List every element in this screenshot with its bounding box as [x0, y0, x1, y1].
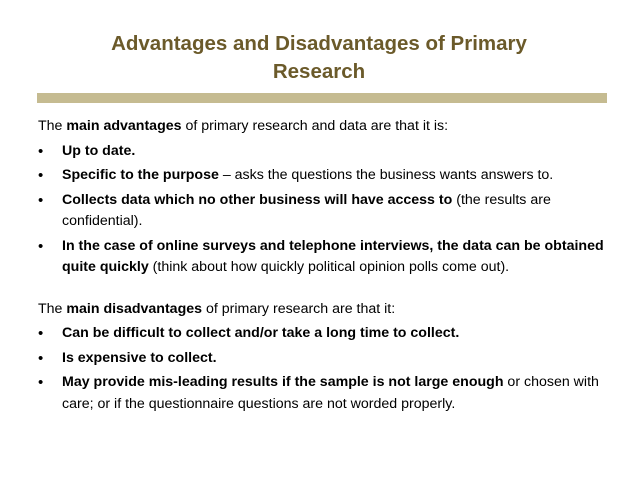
list-item [38, 165, 620, 187]
advantages-intro-bold: main advantages [66, 118, 182, 134]
disadvantages-intro-post: of primary research are that it: [202, 300, 396, 317]
bullet-icon: • [38, 237, 44, 255]
list-item-text: – asks the questions the business wants answers to. [218, 167, 554, 183]
disadvantages-list [38, 323, 620, 415]
slide-body [38, 116, 620, 418]
slide-title-line-2: Research [272, 60, 366, 83]
advantages-intro-pre: The [38, 118, 67, 134]
list-item-bold: Up to date. [62, 142, 136, 159]
list-item-bold: May provide mis-leading results if the sample is not large enough [62, 374, 504, 390]
bullet-icon: • [38, 325, 44, 342]
list-item [38, 236, 620, 279]
list-item-text: (think about how quickly political opinion polls come out). [148, 259, 510, 275]
disadvantages-intro-pre: The [38, 300, 67, 317]
list-item-bold: Can be difficult to collect and/or take a long time to collect. [62, 325, 460, 341]
list-item [38, 323, 620, 345]
list-item [38, 372, 620, 415]
advantages-intro-post: of primary research and data are that it is: [181, 118, 449, 134]
bullet-icon: • [38, 374, 44, 391]
bullet-icon: • [38, 142, 44, 160]
slide-title [60, 30, 578, 86]
slide-title-line-1: Advantages and Disadvantages of Primary [111, 32, 527, 55]
disadvantages-intro-bold: main disadvantages [66, 300, 203, 317]
bullet-icon: • [38, 167, 44, 184]
list-item-text: or chosen with care; or if the questionnaire questions are not worded properly. [62, 374, 599, 412]
bullet-icon: • [38, 191, 44, 209]
advantages-intro [38, 116, 620, 138]
title-divider [37, 93, 607, 103]
advantages-list [38, 141, 620, 279]
list-item [38, 348, 620, 370]
bullet-icon: • [38, 349, 44, 367]
list-item-bold: Is expensive to collect. [62, 349, 217, 366]
list-item-bold: Collects data which no other business will have access to [62, 191, 453, 208]
list-item-bold: In the case of online surveys and telephone interviews, the data can be obtained quite quickly [62, 237, 604, 275]
list-item [38, 190, 620, 233]
list-item-text: (the results are confidential). [62, 191, 551, 229]
list-item-bold: Specific to the purpose [62, 167, 219, 183]
disadvantages-intro [38, 299, 620, 321]
list-item [38, 141, 620, 163]
